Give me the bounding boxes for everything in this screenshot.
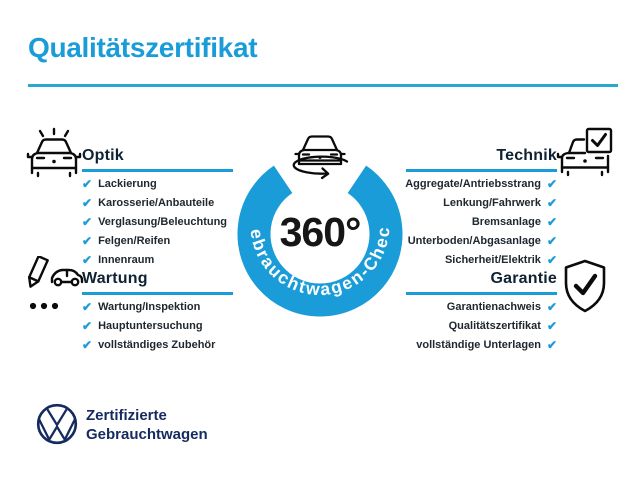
check-icon: ✔ [82,196,93,210]
footer-brand-text [86,406,208,444]
checklist-item [82,177,157,196]
checklist-item [443,196,557,215]
section-underline-technik [406,169,557,172]
checklist-item-label: Sicherheit/Elektrik [444,254,541,266]
check-icon: ✔ [82,234,93,248]
checklist-item [82,196,214,215]
check-icon: ✔ [546,300,557,314]
section-underline-optik [82,169,233,172]
check-icon: ✔ [82,319,93,333]
checklist-item-label: Lackierung [98,178,157,190]
car-front-headlights-icon [24,127,84,181]
checklist-item-label: Lenkung/Fahrwerk [443,197,541,209]
checklist-item-label: Unterboden/Abgasanlage [407,235,541,247]
check-icon: ✔ [82,253,93,267]
section-title-wartung: Wartung [82,270,148,287]
checklist-item [449,319,557,338]
checklist-item [472,215,557,234]
checklist-item [82,338,215,357]
checklist-item-label: Bremsanlage [471,216,541,228]
checklist-item [416,338,557,357]
pencil-car-checklist-icon [24,256,86,314]
checklist-item-label: Innenraum [98,254,155,266]
section-title-garantie: Garantie [490,270,557,287]
check-icon: ✔ [546,196,557,210]
vw-logo [35,402,79,446]
checklist-item-label: Wartung/Inspektion [98,301,201,313]
check-icon: ✔ [546,253,557,267]
checklist-item-label: Garantienachweis [446,301,541,313]
check-icon: ✔ [82,300,93,314]
title-underline [28,84,618,87]
checklist-item [82,234,170,253]
check-icon: ✔ [546,319,557,333]
checklist-item-label: Verglasung/Beleuchtung [98,216,228,228]
footer-line2: Gebrauchtwagen [86,426,208,443]
checklist-item [82,319,203,338]
checklist-item-label: Hauptuntersuchung [98,320,203,332]
shield-check-icon [560,258,610,316]
check-icon: ✔ [82,177,93,191]
checklist-item [82,300,200,319]
checklist-item [405,177,557,196]
checklist-item [408,234,557,253]
section-underline-wartung [82,292,233,295]
check-icon: ✔ [546,338,557,352]
checklist-item-label: Aggregate/Antriebsstrang [405,178,541,190]
checklist-item [447,300,557,319]
checklist-item-label: vollständiges Zubehör [98,339,216,351]
check-icon: ✔ [546,234,557,248]
checklist-item-label: vollständige Unterlagen [416,339,541,351]
badge-value: 360° [279,209,361,255]
car-rotation-icon [294,137,347,179]
check-icon: ✔ [546,215,557,229]
section-title-optik: Optik [82,147,124,164]
section-title-technik: Technik [496,147,557,164]
check-icon: ✔ [82,338,93,352]
check-icon: ✔ [82,215,93,229]
360-check-badge [208,110,424,338]
section-underline-garantie [406,292,557,295]
footer-line1: Zertifizierte [86,407,167,424]
checklist-item-label: Karosserie/Anbauteile [98,197,215,209]
page-title: Qualitätszertifikat [28,32,258,63]
checklist-item-label: Felgen/Reifen [98,235,171,247]
checklist-item [82,215,227,234]
car-checkbox-icon [556,126,616,180]
checklist-item-label: Qualitätszertifikat [448,320,541,332]
ring-curved-label: Gebrauchtwagen-Check [208,110,394,300]
check-icon: ✔ [546,177,557,191]
